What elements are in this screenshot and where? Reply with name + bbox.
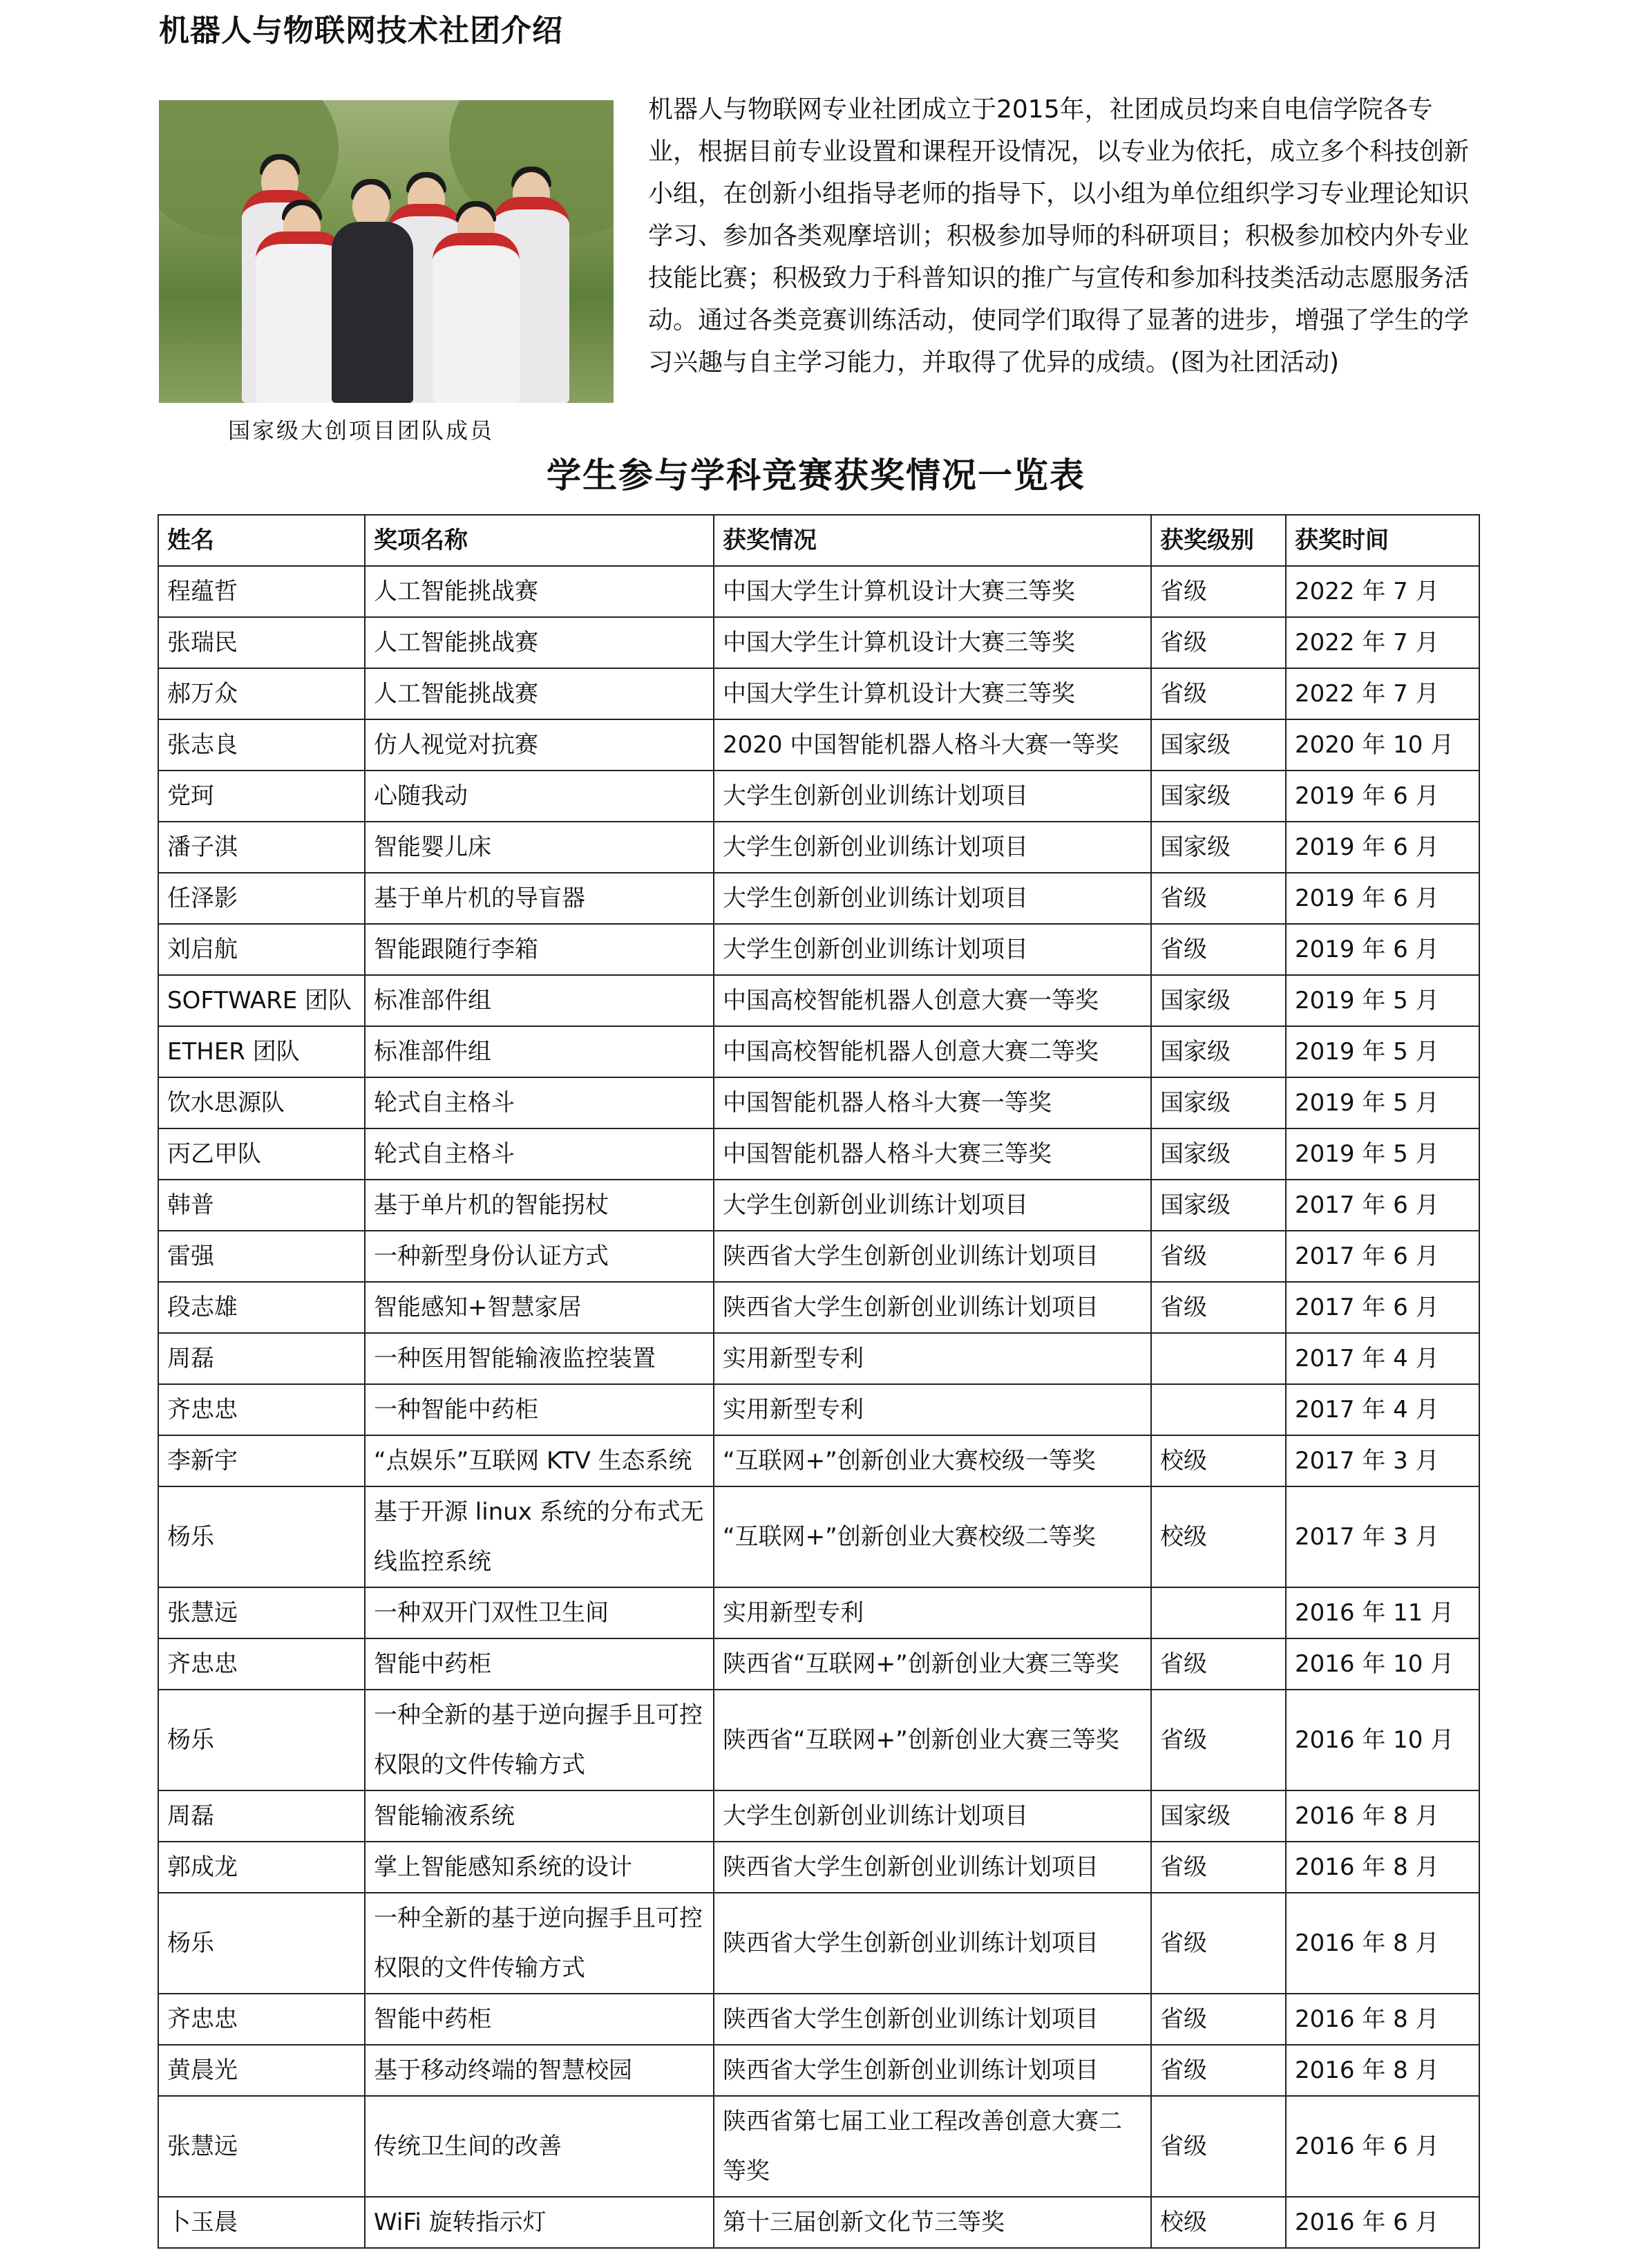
cell-result: 陕西省大学生创新创业训练计划项目 bbox=[714, 1893, 1151, 1994]
cell-level bbox=[1151, 1384, 1286, 1435]
awards-table bbox=[158, 514, 1480, 2249]
cell-level bbox=[1151, 1333, 1286, 1384]
cell-level: 省级 bbox=[1151, 617, 1286, 668]
table-row bbox=[158, 2045, 1479, 2096]
cell-name: ETHER 团队 bbox=[158, 1026, 365, 1077]
table-row bbox=[158, 1231, 1479, 1282]
cell-date: 2017 年 4 月 bbox=[1286, 1384, 1479, 1435]
cell-award: 轮式自主格斗 bbox=[365, 1128, 714, 1180]
cell-name: 张慧远 bbox=[158, 2096, 365, 2197]
cell-level: 校级 bbox=[1151, 1435, 1286, 1486]
cell-level bbox=[1151, 1587, 1286, 1638]
team-photo bbox=[159, 100, 614, 403]
cell-name: 郭成龙 bbox=[158, 1842, 365, 1893]
cell-result: 大学生创新创业训练计划项目 bbox=[714, 1790, 1151, 1842]
table-row bbox=[158, 975, 1479, 1026]
cell-result: 陕西省“互联网+”创新创业大赛三等奖 bbox=[714, 1690, 1151, 1790]
cell-name: 周磊 bbox=[158, 1333, 365, 1384]
cell-name: 潘子淇 bbox=[158, 822, 365, 873]
cell-level: 省级 bbox=[1151, 1994, 1286, 2045]
table-row bbox=[158, 873, 1479, 924]
cell-name: 饮水思源队 bbox=[158, 1077, 365, 1128]
cell-award: “点娱乐”互联网 KTV 生态系统 bbox=[365, 1435, 714, 1486]
cell-name: 周磊 bbox=[158, 1790, 365, 1842]
cell-result: 陕西省大学生创新创业训练计划项目 bbox=[714, 1842, 1151, 1893]
cell-level: 国家级 bbox=[1151, 1180, 1286, 1231]
cell-award: 基于移动终端的智慧校园 bbox=[365, 2045, 714, 2096]
cell-date: 2017 年 6 月 bbox=[1286, 1231, 1479, 1282]
table-row bbox=[158, 1077, 1479, 1128]
cell-date: 2016 年 8 月 bbox=[1286, 1842, 1479, 1893]
cell-award: 基于单片机的智能拐杖 bbox=[365, 1180, 714, 1231]
cell-award: 仿人视觉对抗赛 bbox=[365, 719, 714, 771]
cell-award: 一种双开门双性卫生间 bbox=[365, 1587, 714, 1638]
table-row bbox=[158, 2197, 1479, 2248]
cell-result: 中国高校智能机器人创意大赛一等奖 bbox=[714, 975, 1151, 1026]
cell-award: 人工智能挑战赛 bbox=[365, 668, 714, 719]
table-row bbox=[158, 822, 1479, 873]
table-body bbox=[158, 566, 1479, 2248]
cell-date: 2019 年 6 月 bbox=[1286, 873, 1479, 924]
cell-level: 省级 bbox=[1151, 1282, 1286, 1333]
cell-award: 一种智能中药柜 bbox=[365, 1384, 714, 1435]
cell-date: 2022 年 7 月 bbox=[1286, 566, 1479, 617]
cell-date: 2016 年 6 月 bbox=[1286, 2197, 1479, 2248]
table-row bbox=[158, 924, 1479, 975]
cell-date: 2016 年 8 月 bbox=[1286, 1994, 1479, 2045]
cell-award: 标准部件组 bbox=[365, 975, 714, 1026]
cell-date: 2022 年 7 月 bbox=[1286, 668, 1479, 719]
table-row bbox=[158, 1690, 1479, 1790]
cell-level: 省级 bbox=[1151, 1231, 1286, 1282]
cell-level: 省级 bbox=[1151, 924, 1286, 975]
cell-result: 陕西省第七届工业工程改善创意大赛二等奖 bbox=[714, 2096, 1151, 2197]
table-row bbox=[158, 771, 1479, 822]
cell-name: 刘启航 bbox=[158, 924, 365, 975]
cell-level: 国家级 bbox=[1151, 771, 1286, 822]
cell-name: 张志良 bbox=[158, 719, 365, 771]
cell-award: 智能感知+智慧家居 bbox=[365, 1282, 714, 1333]
cell-award: 智能中药柜 bbox=[365, 1994, 714, 2045]
cell-level: 省级 bbox=[1151, 2096, 1286, 2197]
cell-date: 2019 年 6 月 bbox=[1286, 771, 1479, 822]
cell-date: 2019 年 6 月 bbox=[1286, 924, 1479, 975]
table-row bbox=[158, 1333, 1479, 1384]
cell-award: 智能婴儿床 bbox=[365, 822, 714, 873]
column-header-award: 奖项名称 bbox=[365, 515, 714, 566]
table-row bbox=[158, 719, 1479, 771]
cell-award: 标准部件组 bbox=[365, 1026, 714, 1077]
cell-name: 党珂 bbox=[158, 771, 365, 822]
cell-name: 韩普 bbox=[158, 1180, 365, 1231]
cell-award: 传统卫生间的改善 bbox=[365, 2096, 714, 2197]
cell-result: 陕西省大学生创新创业训练计划项目 bbox=[714, 1994, 1151, 2045]
cell-name: 杨乐 bbox=[158, 1690, 365, 1790]
cell-result: 陕西省大学生创新创业训练计划项目 bbox=[714, 1282, 1151, 1333]
cell-result: 陕西省大学生创新创业训练计划项目 bbox=[714, 1231, 1151, 1282]
cell-name: 齐忠忠 bbox=[158, 1638, 365, 1690]
table-row bbox=[158, 2096, 1479, 2197]
cell-name: 卜玉晨 bbox=[158, 2197, 365, 2248]
cell-result: 大学生创新创业训练计划项目 bbox=[714, 771, 1151, 822]
cell-name: 段志雄 bbox=[158, 1282, 365, 1333]
cell-result: 陕西省“互联网+”创新创业大赛三等奖 bbox=[714, 1638, 1151, 1690]
cell-name: 杨乐 bbox=[158, 1486, 365, 1587]
cell-result: “互联网+”创新创业大赛校级一等奖 bbox=[714, 1435, 1151, 1486]
table-row bbox=[158, 1128, 1479, 1180]
cell-award: 一种全新的基于逆向握手且可控权限的文件传输方式 bbox=[365, 1893, 714, 1994]
cell-result: 中国大学生计算机设计大赛三等奖 bbox=[714, 668, 1151, 719]
cell-date: 2017 年 6 月 bbox=[1286, 1282, 1479, 1333]
cell-level: 国家级 bbox=[1151, 975, 1286, 1026]
cell-date: 2022 年 7 月 bbox=[1286, 617, 1479, 668]
cell-date: 2019 年 5 月 bbox=[1286, 975, 1479, 1026]
cell-result: 实用新型专利 bbox=[714, 1587, 1151, 1638]
column-header-name: 姓名 bbox=[158, 515, 365, 566]
page-title: 机器人与物联网技术社团介绍 bbox=[159, 13, 563, 48]
cell-date: 2016 年 11 月 bbox=[1286, 1587, 1479, 1638]
cell-level: 校级 bbox=[1151, 1486, 1286, 1587]
cell-level: 省级 bbox=[1151, 873, 1286, 924]
cell-level: 国家级 bbox=[1151, 1026, 1286, 1077]
cell-level: 省级 bbox=[1151, 566, 1286, 617]
column-header-date: 获奖时间 bbox=[1286, 515, 1479, 566]
cell-date: 2017 年 3 月 bbox=[1286, 1486, 1479, 1587]
cell-name: 李新宇 bbox=[158, 1435, 365, 1486]
cell-award: 一种新型身份认证方式 bbox=[365, 1231, 714, 1282]
cell-name: 张瑞民 bbox=[158, 617, 365, 668]
cell-award: 智能输液系统 bbox=[365, 1790, 714, 1842]
cell-award: 基于单片机的导盲器 bbox=[365, 873, 714, 924]
cell-award: 掌上智能感知系统的设计 bbox=[365, 1842, 714, 1893]
cell-result: 中国智能机器人格斗大赛三等奖 bbox=[714, 1128, 1151, 1180]
cell-result: “互联网+”创新创业大赛校级二等奖 bbox=[714, 1486, 1151, 1587]
table-row bbox=[158, 1026, 1479, 1077]
cell-date: 2019 年 6 月 bbox=[1286, 822, 1479, 873]
cell-result: 第十三届创新文化节三等奖 bbox=[714, 2197, 1151, 2248]
cell-name: 黄晨光 bbox=[158, 2045, 365, 2096]
cell-result: 大学生创新创业训练计划项目 bbox=[714, 924, 1151, 975]
cell-result: 中国大学生计算机设计大赛三等奖 bbox=[714, 566, 1151, 617]
cell-award: 轮式自主格斗 bbox=[365, 1077, 714, 1128]
cell-date: 2017 年 3 月 bbox=[1286, 1435, 1479, 1486]
cell-level: 国家级 bbox=[1151, 1077, 1286, 1128]
cell-date: 2020 年 10 月 bbox=[1286, 719, 1479, 771]
cell-name: 杨乐 bbox=[158, 1893, 365, 1994]
table-row bbox=[158, 1435, 1479, 1486]
cell-award: 人工智能挑战赛 bbox=[365, 566, 714, 617]
cell-award: 人工智能挑战赛 bbox=[365, 617, 714, 668]
cell-result: 大学生创新创业训练计划项目 bbox=[714, 873, 1151, 924]
cell-level: 国家级 bbox=[1151, 822, 1286, 873]
cell-date: 2016 年 8 月 bbox=[1286, 2045, 1479, 2096]
cell-level: 省级 bbox=[1151, 1893, 1286, 1994]
cell-award: 一种全新的基于逆向握手且可控权限的文件传输方式 bbox=[365, 1690, 714, 1790]
cell-date: 2016 年 10 月 bbox=[1286, 1690, 1479, 1790]
cell-result: 中国大学生计算机设计大赛三等奖 bbox=[714, 617, 1151, 668]
cell-level: 国家级 bbox=[1151, 719, 1286, 771]
table-row bbox=[158, 1790, 1479, 1842]
cell-date: 2017 年 6 月 bbox=[1286, 1180, 1479, 1231]
cell-result: 大学生创新创业训练计划项目 bbox=[714, 822, 1151, 873]
cell-date: 2019 年 5 月 bbox=[1286, 1026, 1479, 1077]
cell-level: 省级 bbox=[1151, 1842, 1286, 1893]
table-row bbox=[158, 1384, 1479, 1435]
cell-name: 程蕴哲 bbox=[158, 566, 365, 617]
cell-level: 省级 bbox=[1151, 668, 1286, 719]
cell-name: 郝万众 bbox=[158, 668, 365, 719]
cell-result: 实用新型专利 bbox=[714, 1384, 1151, 1435]
cell-award: 一种医用智能输液监控装置 bbox=[365, 1333, 714, 1384]
cell-date: 2017 年 4 月 bbox=[1286, 1333, 1479, 1384]
cell-level: 校级 bbox=[1151, 2197, 1286, 2248]
cell-award: 智能中药柜 bbox=[365, 1638, 714, 1690]
cell-level: 省级 bbox=[1151, 1638, 1286, 1690]
cell-result: 大学生创新创业训练计划项目 bbox=[714, 1180, 1151, 1231]
table-row bbox=[158, 1638, 1479, 1690]
cell-name: 齐忠忠 bbox=[158, 1384, 365, 1435]
cell-result: 中国高校智能机器人创意大赛二等奖 bbox=[714, 1026, 1151, 1077]
column-header-result: 获奖情况 bbox=[714, 515, 1151, 566]
cell-award: 心随我动 bbox=[365, 771, 714, 822]
cell-level: 省级 bbox=[1151, 2045, 1286, 2096]
cell-award: 基于开源 linux 系统的分布式无线监控系统 bbox=[365, 1486, 714, 1587]
table-row bbox=[158, 1180, 1479, 1231]
cell-result: 陕西省大学生创新创业训练计划项目 bbox=[714, 2045, 1151, 2096]
cell-award: 智能跟随行李箱 bbox=[365, 924, 714, 975]
table-row bbox=[158, 1486, 1479, 1587]
cell-level: 国家级 bbox=[1151, 1790, 1286, 1842]
intro-paragraph: 机器人与物联网专业社团成立于2015年，社团成员均来自电信学院各专业，根据目前专业设置和课程开设情况，以专业为依托，成立多个科技创新小组，在创新小组指导老师的指导下，以小组为单位组织学习专业理论知识学习、参加各类观摩培训；积极参加导师的科研项目；积极参加校内外专业技能比赛；积极致力于科普知识的推广与宣传和参加科技类活动志愿服务活动。通过各类竞赛训练活动，使同学们取得了显著的进步，增强了学生的学习兴趣与自主学习能力，并取得了优异的成绩。(图为社团活动) bbox=[648, 95, 1470, 377]
table-row bbox=[158, 1994, 1479, 2045]
table-row bbox=[158, 668, 1479, 719]
cell-name: SOFTWARE 团队 bbox=[158, 975, 365, 1026]
table-row bbox=[158, 617, 1479, 668]
cell-date: 2019 年 5 月 bbox=[1286, 1077, 1479, 1128]
table-header-row bbox=[158, 515, 1479, 566]
cell-name: 雷强 bbox=[158, 1231, 365, 1282]
cell-name: 任泽影 bbox=[158, 873, 365, 924]
cell-date: 2016 年 8 月 bbox=[1286, 1790, 1479, 1842]
table-row bbox=[158, 1282, 1479, 1333]
cell-result: 实用新型专利 bbox=[714, 1333, 1151, 1384]
cell-level: 国家级 bbox=[1151, 1128, 1286, 1180]
table-row bbox=[158, 566, 1479, 617]
table-title: 学生参与学科竞赛获奖情况一览表 bbox=[547, 455, 1085, 495]
cell-award: WiFi 旋转指示灯 bbox=[365, 2197, 714, 2248]
cell-result: 2020 中国智能机器人格斗大赛一等奖 bbox=[714, 719, 1151, 771]
cell-date: 2016 年 10 月 bbox=[1286, 1638, 1479, 1690]
cell-date: 2016 年 6 月 bbox=[1286, 2096, 1479, 2197]
column-header-level: 获奖级别 bbox=[1151, 515, 1286, 566]
table-row bbox=[158, 1842, 1479, 1893]
table-row bbox=[158, 1893, 1479, 1994]
cell-name: 张慧远 bbox=[158, 1587, 365, 1638]
cell-date: 2019 年 5 月 bbox=[1286, 1128, 1479, 1180]
cell-name: 丙乙甲队 bbox=[158, 1128, 365, 1180]
cell-level: 省级 bbox=[1151, 1690, 1286, 1790]
photo-caption: 国家级大创项目团队成员 bbox=[228, 417, 495, 444]
cell-name: 齐忠忠 bbox=[158, 1994, 365, 2045]
cell-date: 2016 年 8 月 bbox=[1286, 1893, 1479, 1994]
table-row bbox=[158, 1587, 1479, 1638]
cell-result: 中国智能机器人格斗大赛一等奖 bbox=[714, 1077, 1151, 1128]
